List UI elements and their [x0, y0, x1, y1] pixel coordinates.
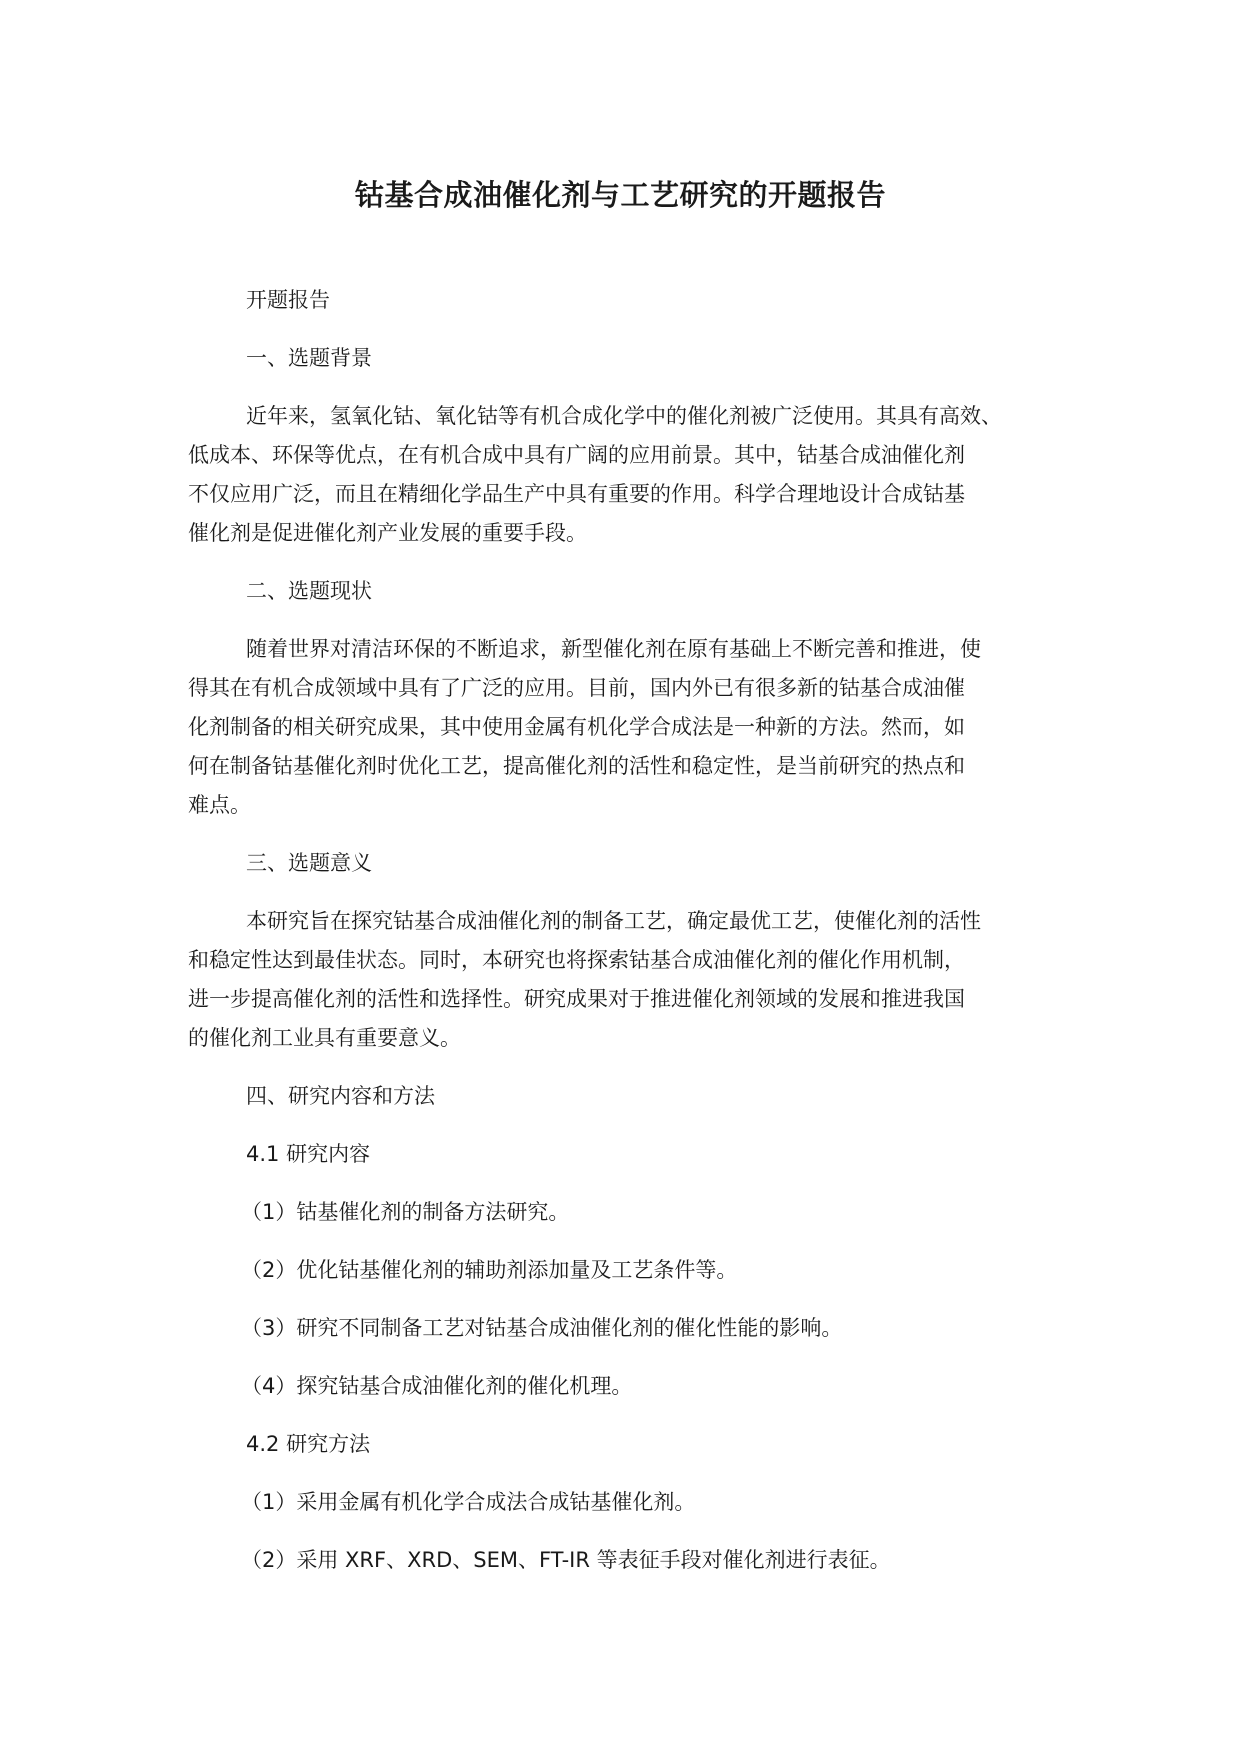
paragraph-significance: [188, 902, 1058, 1058]
heading-4-2: 4.2 研究方法: [246, 1432, 371, 1456]
paragraph-line: 难点。: [188, 793, 251, 817]
heading-4-1: 4.1 研究内容: [246, 1142, 371, 1166]
paragraph-line: 化剂制备的相关研究成果，其中使用金属有机化学合成法是一种新的方法。然而，如: [188, 715, 965, 739]
document-title: 钴基合成油催化剂与工艺研究的开题报告: [354, 178, 886, 212]
paragraph-line: 近年来，氢氧化钴、氧化钴等有机合成化学中的催化剂被广泛使用。其具有高效、: [246, 404, 1002, 428]
list-item: （4）探究钴基合成油催化剂的催化机理。: [241, 1374, 633, 1398]
list-item: （1）钴基催化剂的制备方法研究。: [241, 1200, 570, 1224]
paragraph-line: 得其在有机合成领域中具有了广泛的应用。目前，国内外已有很多新的钴基合成油催: [188, 676, 965, 700]
heading-section-1: 一、选题背景: [246, 346, 372, 370]
paragraph-line: 催化剂是促进催化剂产业发展的重要手段。: [188, 521, 587, 545]
heading-section-4: 四、研究内容和方法: [246, 1084, 435, 1108]
heading-kaiti-baogao: 开题报告: [246, 288, 330, 312]
list-item: （1）采用金属有机化学合成法合成钴基催化剂。: [241, 1490, 696, 1514]
paragraph-line: 低成本、环保等优点，在有机合成中具有广阔的应用前景。其中，钴基合成油催化剂: [188, 443, 965, 467]
paragraph-line: 进一步提高催化剂的活性和选择性。研究成果对于推进催化剂领域的发展和推进我国: [188, 987, 965, 1011]
document-body: [188, 281, 1058, 1599]
heading-section-3: 三、选题意义: [246, 851, 372, 875]
paragraph-background: [188, 397, 1058, 553]
paragraph-line: 随着世界对清洁环保的不断追求，新型催化剂在原有基础上不断完善和推进，使: [246, 637, 981, 661]
list-item: （2）采用 XRF、XRD、SEM、FT-IR 等表征手段对催化剂进行表征。: [241, 1548, 891, 1572]
paragraph-line: 何在制备钴基催化剂时优化工艺，提高催化剂的活性和稳定性，是当前研究的热点和: [188, 754, 965, 778]
heading-section-2: 二、选题现状: [246, 579, 372, 603]
paragraph-status: [188, 630, 1058, 825]
paragraph-line: 本研究旨在探究钴基合成油催化剂的制备工艺，确定最优工艺，使催化剂的活性: [246, 909, 981, 933]
list-item: （2）优化钴基催化剂的辅助剂添加量及工艺条件等。: [241, 1258, 738, 1282]
paragraph-line: 和稳定性达到最佳状态。同时，本研究也将探索钴基合成油催化剂的催化作用机制，: [188, 948, 965, 972]
list-item: （3）研究不同制备工艺对钴基合成油催化剂的催化性能的影响。: [241, 1316, 843, 1340]
paragraph-line: 不仅应用广泛，而且在精细化学品生产中具有重要的作用。科学合理地设计合成钴基: [188, 482, 965, 506]
paragraph-line: 的催化剂工业具有重要意义。: [188, 1026, 461, 1050]
